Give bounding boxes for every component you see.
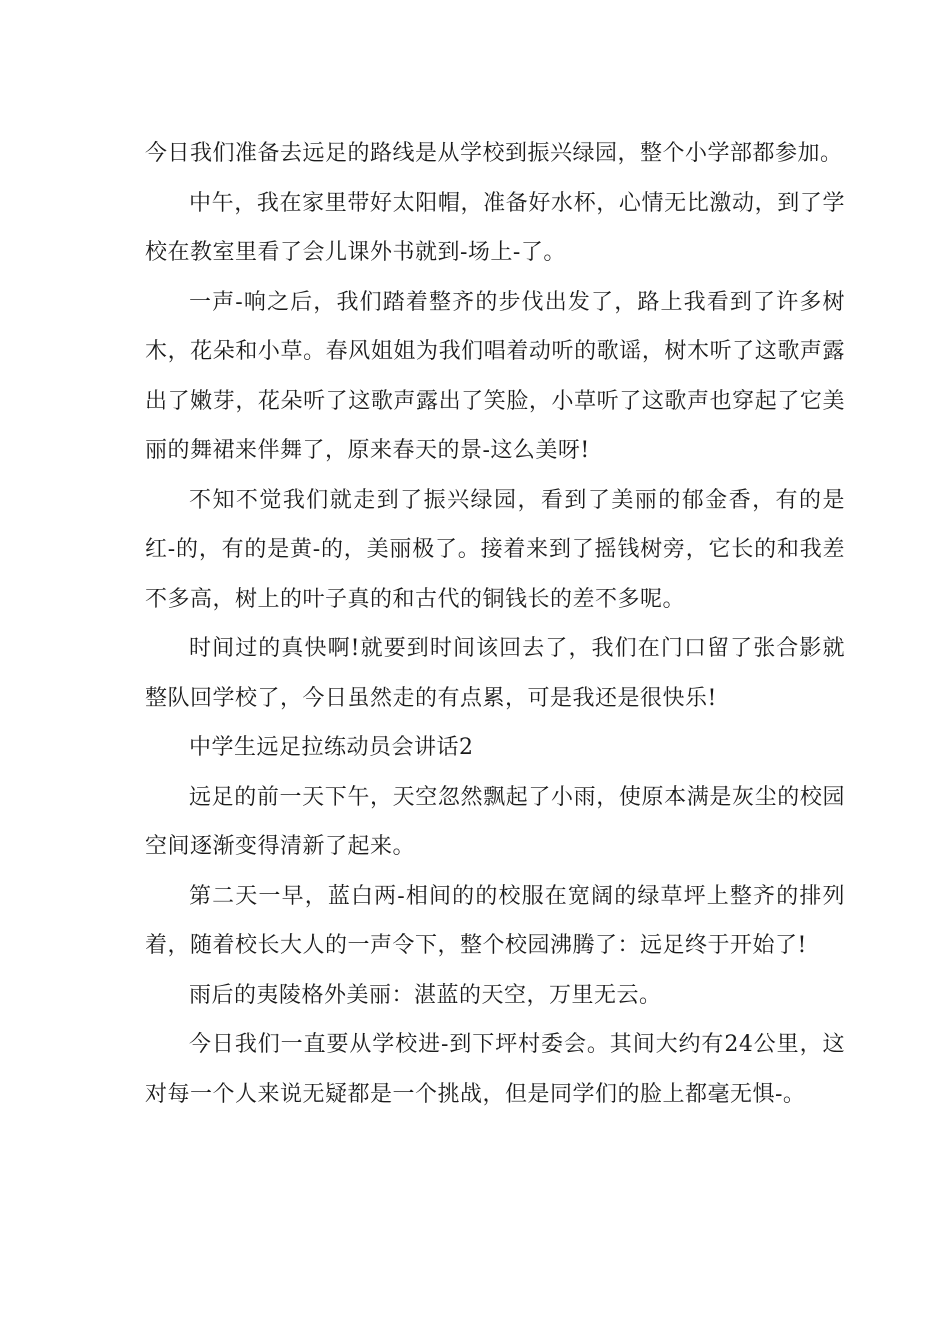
paragraph-route: 今日我们准备去远足的路线是从学校到振兴绿园，整个小学部都参加。 xyxy=(145,141,843,166)
paragraph-start: 第二天一早，蓝白两-相间的的校服在宽阔的绿草坪上整齐的排列着，随着校长大人的一声令下，整个校园沸腾了：远足终于开始了! xyxy=(145,883,845,958)
paragraph-departure: 一声-响之后，我们踏着整齐的步伐出发了，路上我看到了许多树木，花朵和小草。春风姐姐为我们唱着动听的歌谣，树木听了这歌声露出了嫩芽，花朵听了这歌声露出了笑脸，小草听了这歌声也穿起了它美丽的舞裙来伴舞了，原来春天的景-这么美呀! xyxy=(145,289,845,463)
section-heading: 中学生远足拉练动员会讲话2 xyxy=(189,735,474,760)
paragraph-distance: 今日我们一直要从学校进-到下坪村委会。其间大约有24公里，这对每一个人来说无疑都是一个挑战，但是同学们的脸上都毫无惧-。 xyxy=(145,1032,845,1107)
document-body xyxy=(145,129,845,1119)
paragraph-scenery: 雨后的夷陵格外美丽：湛蓝的天空，万里无云。 xyxy=(189,982,662,1008)
paragraph-garden: 不知不觉我们就走到了振兴绿园，看到了美丽的郁金香，有的是红-的，有的是黄-的，美丽极了。接着来到了摇钱树旁，它长的和我差不多高，树上的叶子真的和古代的铜钱长的差不多呢。 xyxy=(145,487,845,612)
paragraph-noon: 中午，我在家里带好太阳帽，准备好水杯，心情无比激动，到了学校在教室里看了会儿课外书就到-场上-了。 xyxy=(145,190,845,265)
paragraph-return: 时间过的真快啊!就要到时间该回去了，我们在门口留了张合影就整队回学校了，今日虽然走的有点累，可是我还是很快乐! xyxy=(145,636,845,711)
paragraph-rain: 远足的前一天下午，天空忽然飘起了小雨，使原本满是灰尘的校园空间逐渐变得清新了起来。 xyxy=(145,784,845,859)
